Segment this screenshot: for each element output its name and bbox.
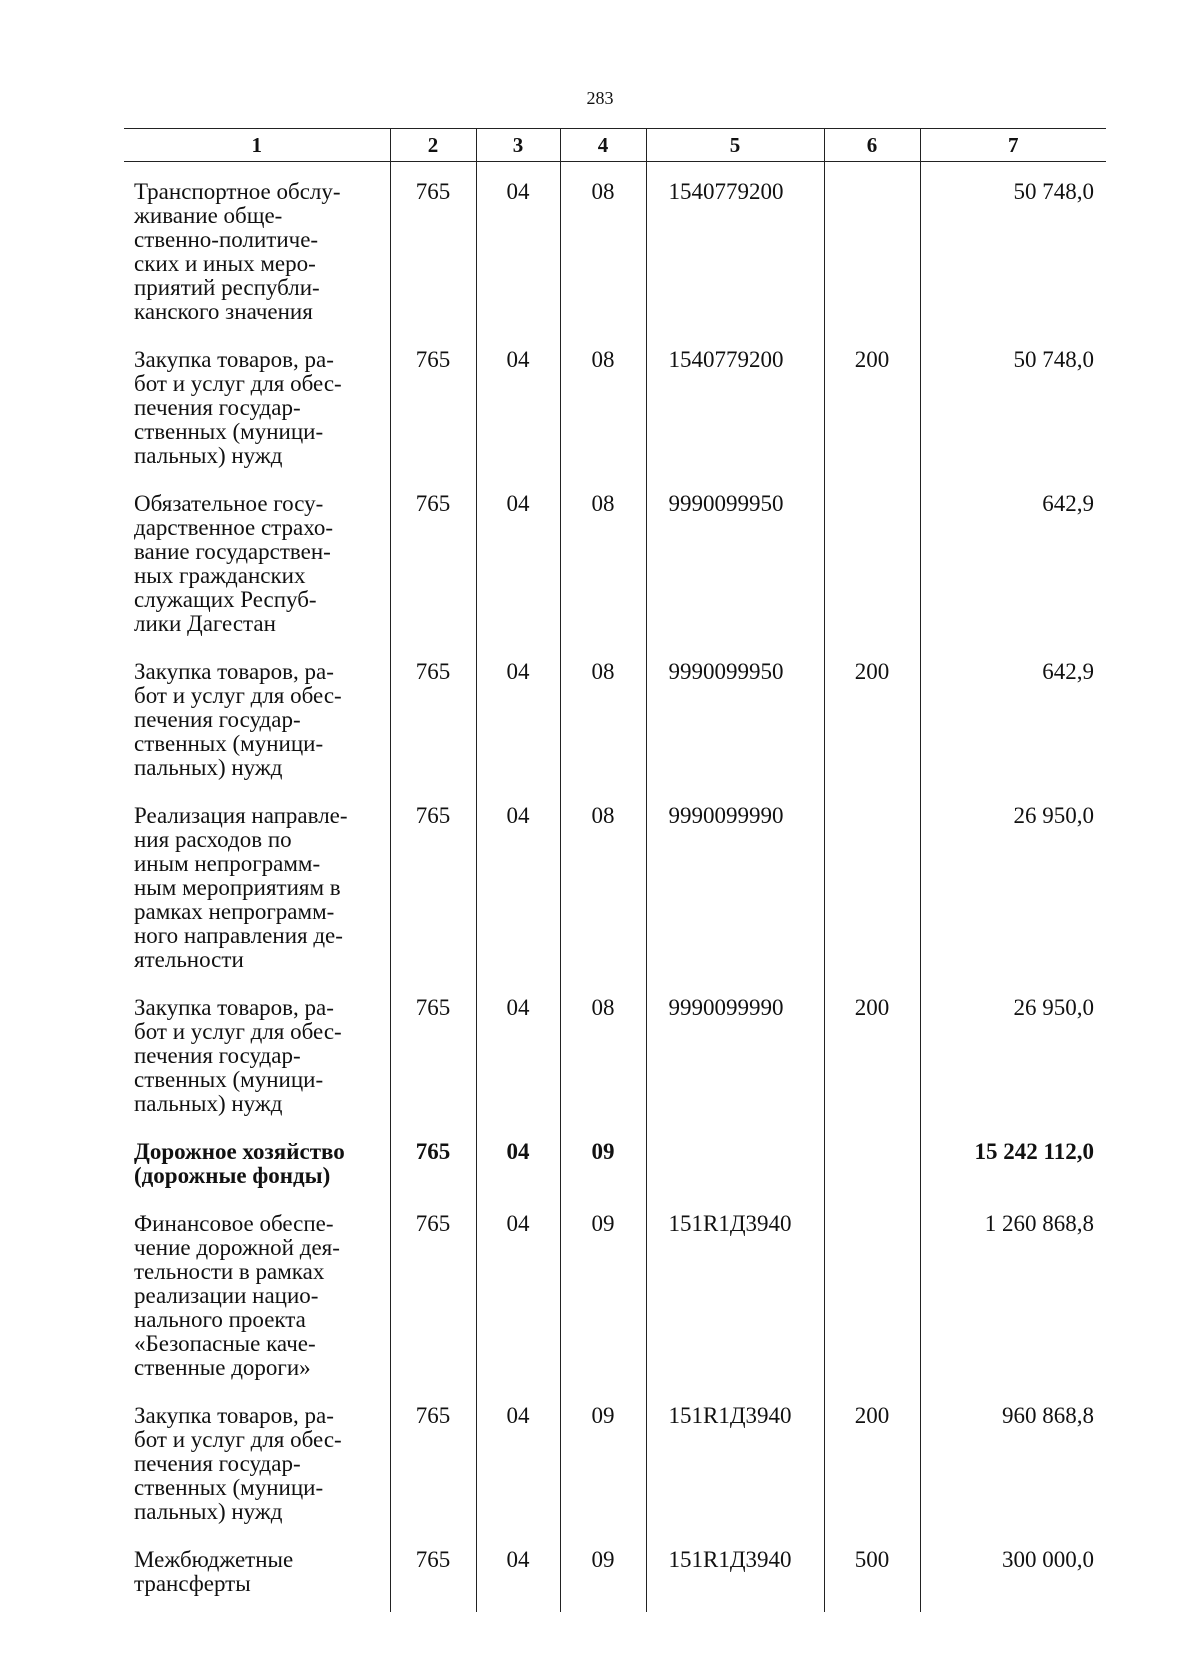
table-row bbox=[124, 642, 1106, 786]
row-name: Закупка товаров, ра- бот и услуг для обес- печения государ- ственных (муници- пальных) нужд bbox=[134, 1403, 342, 1524]
row-col-2: 765 bbox=[390, 978, 476, 1122]
row-col-5: 9990099990 bbox=[646, 978, 824, 1122]
row-col-4: 09 bbox=[560, 1194, 646, 1386]
table-row bbox=[124, 1530, 1106, 1612]
row-col-3: 04 bbox=[476, 330, 560, 474]
row-name: Транспортное обслу- живание обще- ственно-политиче- ских и иных меро- приятий республи- канского значения bbox=[134, 179, 341, 324]
row-col-6 bbox=[824, 162, 920, 331]
table-row bbox=[124, 786, 1106, 978]
row-col-2: 765 bbox=[390, 162, 476, 331]
row-col-7: 960 868,8 bbox=[920, 1386, 1106, 1530]
row-col-7: 26 950,0 bbox=[920, 786, 1106, 978]
row-col-6 bbox=[824, 1122, 920, 1194]
row-col-7: 50 748,0 bbox=[920, 162, 1106, 331]
row-name: Закупка товаров, ра- бот и услуг для обес- печения государ- ственных (муници- пальных) нужд bbox=[134, 995, 342, 1116]
header-col-4: 4 bbox=[560, 129, 646, 162]
row-col-2: 765 bbox=[390, 786, 476, 978]
row-col-4: 09 bbox=[560, 1530, 646, 1612]
row-col-6 bbox=[824, 474, 920, 642]
row-col-3: 04 bbox=[476, 474, 560, 642]
row-col-5: 151R1Д3940 bbox=[646, 1530, 824, 1612]
row-col-3: 04 bbox=[476, 786, 560, 978]
row-col-3: 04 bbox=[476, 978, 560, 1122]
row-col-3: 04 bbox=[476, 642, 560, 786]
table-row bbox=[124, 474, 1106, 642]
row-col-4: 09 bbox=[560, 1122, 646, 1194]
row-col-2: 765 bbox=[390, 1530, 476, 1612]
row-col-7: 300 000,0 bbox=[920, 1530, 1106, 1612]
table-row bbox=[124, 162, 1106, 331]
row-col-7: 26 950,0 bbox=[920, 978, 1106, 1122]
row-col-7: 642,9 bbox=[920, 474, 1106, 642]
row-col-3: 04 bbox=[476, 1194, 560, 1386]
row-col-7: 1 260 868,8 bbox=[920, 1194, 1106, 1386]
row-col-7: 15 242 112,0 bbox=[920, 1122, 1106, 1194]
row-col-2: 765 bbox=[390, 642, 476, 786]
row-col-3: 04 bbox=[476, 1530, 560, 1612]
row-name: Межбюджетные трансферты bbox=[134, 1547, 294, 1596]
row-col-5: 9990099950 bbox=[646, 642, 824, 786]
row-col-2: 765 bbox=[390, 330, 476, 474]
row-col-7: 642,9 bbox=[920, 642, 1106, 786]
row-col-5: 1540779200 bbox=[646, 162, 824, 331]
row-col-4: 08 bbox=[560, 786, 646, 978]
row-col-2: 765 bbox=[390, 474, 476, 642]
row-col-4: 08 bbox=[560, 330, 646, 474]
row-col-5: 9990099950 bbox=[646, 474, 824, 642]
table-row bbox=[124, 1194, 1106, 1386]
row-name: Финансовое обеспе- чение дорожной дея- тельности в рамках реализации нацио- нального проекта «Безопасные каче- ственные дороги» bbox=[134, 1211, 340, 1380]
header-row bbox=[124, 129, 1106, 162]
row-name: Дорожное хозяйство (дорожные фонды) bbox=[134, 1139, 345, 1188]
row-col-6 bbox=[824, 786, 920, 978]
row-name: Реализация направле- ния расходов по иным непрограмм- ным мероприятиям в рамках непрограмм- ного направления де- ятельности bbox=[134, 803, 348, 972]
row-col-4: 08 bbox=[560, 474, 646, 642]
row-name: Закупка товаров, ра- бот и услуг для обес- печения государ- ственных (муници- пальных) нужд bbox=[134, 659, 342, 780]
table-row bbox=[124, 1386, 1106, 1530]
row-col-5: 9990099990 bbox=[646, 786, 824, 978]
header-col-5: 5 bbox=[646, 129, 824, 162]
row-col-5 bbox=[646, 1122, 824, 1194]
row-col-4: 08 bbox=[560, 978, 646, 1122]
row-col-4: 08 bbox=[560, 642, 646, 786]
row-col-2: 765 bbox=[390, 1194, 476, 1386]
row-col-3: 04 bbox=[476, 1122, 560, 1194]
row-col-3: 04 bbox=[476, 1386, 560, 1530]
header-col-6: 6 bbox=[824, 129, 920, 162]
table-row bbox=[124, 330, 1106, 474]
row-col-6: 200 bbox=[824, 642, 920, 786]
table-row bbox=[124, 1122, 1106, 1194]
row-col-3: 04 bbox=[476, 162, 560, 331]
table-row bbox=[124, 978, 1106, 1122]
row-col-4: 08 bbox=[560, 162, 646, 331]
row-col-2: 765 bbox=[390, 1122, 476, 1194]
row-col-4: 09 bbox=[560, 1386, 646, 1530]
row-name: Обязательное госу- дарственное страхо- вание государствен- ных гражданских служащих Респуб- лики Дагестан bbox=[134, 491, 333, 636]
row-col-6: 200 bbox=[824, 978, 920, 1122]
row-col-2: 765 bbox=[390, 1386, 476, 1530]
budget-table bbox=[124, 128, 1106, 1612]
row-col-7: 50 748,0 bbox=[920, 330, 1106, 474]
row-col-6: 200 bbox=[824, 330, 920, 474]
row-col-5: 151R1Д3940 bbox=[646, 1194, 824, 1386]
row-col-5: 1540779200 bbox=[646, 330, 824, 474]
row-col-5: 151R1Д3940 bbox=[646, 1386, 824, 1530]
header-col-7: 7 bbox=[920, 129, 1106, 162]
header-col-1: 1 bbox=[124, 129, 390, 162]
row-name: Закупка товаров, ра- бот и услуг для обес- печения государ- ственных (муници- пальных) нужд bbox=[134, 347, 342, 468]
header-col-3: 3 bbox=[476, 129, 560, 162]
row-col-6: 500 bbox=[824, 1530, 920, 1612]
row-col-6: 200 bbox=[824, 1386, 920, 1530]
header-col-2: 2 bbox=[390, 129, 476, 162]
row-col-6 bbox=[824, 1194, 920, 1386]
page-number: 283 bbox=[586, 88, 614, 108]
